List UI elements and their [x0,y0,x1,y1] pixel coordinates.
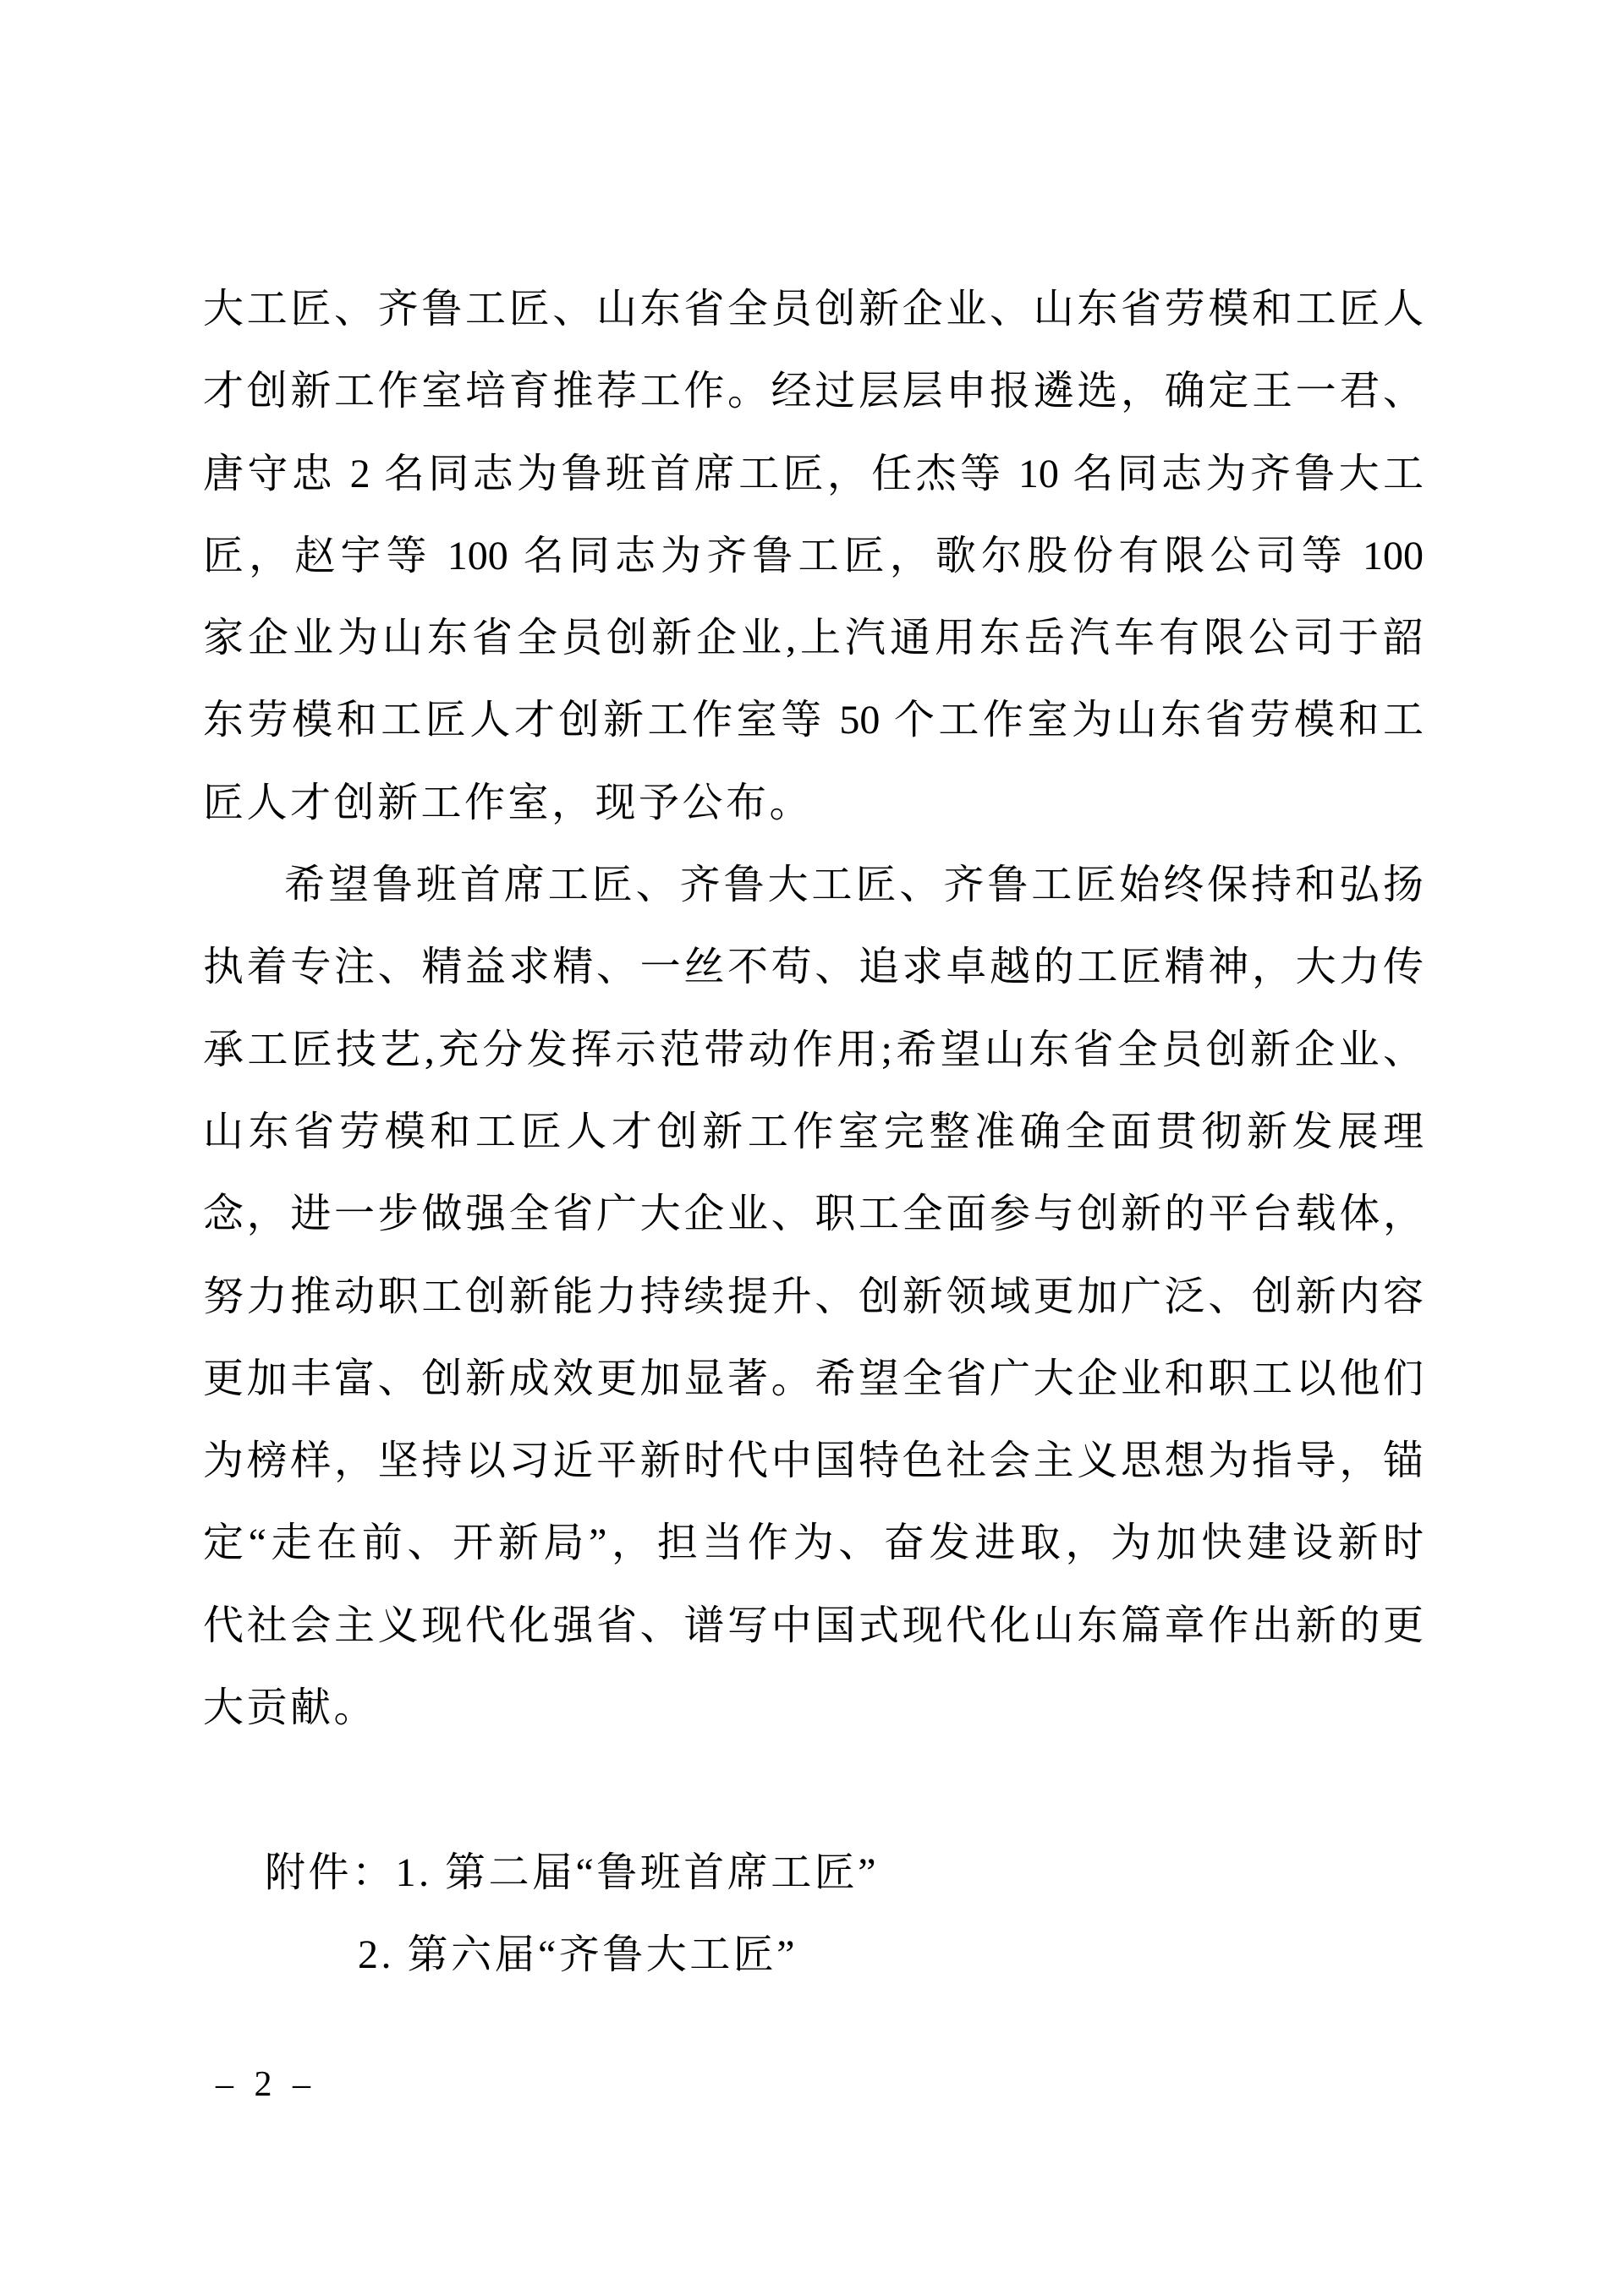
text-line: 匠人才创新工作室，现予公布。 [203,780,814,825]
text-line: 定“走在前、开新局”，担当作为、奋发进取，为加快建设新时 [203,1521,1424,1566]
text-line: 匠，赵宇等 100 名同志为齐鲁工匠，歌尔股份有限公司等 100 [203,533,1424,578]
text-line: 执着专注、精益求精、一丝不苟、追求卓越的工匠精神，大力传 [203,945,1424,990]
text-line: 唐守忠 2 名同志为鲁班首席工匠，任杰等 10 名同志为齐鲁大工 [203,451,1424,496]
blank-line [203,1749,1424,1831]
text-line: 家企业为山东省全员创新企业,上汽通用东岳汽车有限公司于韶 [203,616,1424,661]
text-line: 希望鲁班首席工匠、齐鲁大工匠、齐鲁工匠始终保持和弘扬 [284,863,1424,908]
text-line: 山东省劳模和工匠人才创新工作室完整准确全面贯彻新发展理 [203,1109,1424,1154]
text-line: 代社会主义现代化强省、谱写中国式现代化山东篇章作出新的更 [203,1603,1424,1648]
text-line: 大贡献。 [203,1685,378,1731]
text-line: 才创新工作室培育推荐工作。经过层层申报遴选，确定王一君、 [203,369,1424,414]
text-line: 更加丰富、创新成效更加显著。希望全省广大企业和职工以他们 [203,1356,1424,1401]
text-line: 大工匠、齐鲁工匠、山东省全员创新企业、山东省劳模和工匠人 [203,287,1424,332]
text-line: 附件：1. 第二届“鲁班首席工匠” [265,1849,880,1895]
page-number: – 2 – [216,2065,310,2104]
text-line: 努力推动职工创新能力持续提升、创新领域更加广泛、创新内容 [203,1274,1424,1319]
text-line: 为榜样，坚持以习近平新时代中国特色社会主义思想为指导，锚 [203,1438,1424,1484]
text-line: 2. 第六届“齐鲁大工匠” [358,1932,798,1977]
text-line: 承工匠技艺,充分发挥示范带动作用;希望山东省全员创新企业、 [203,1027,1424,1072]
document-body [203,268,1424,1996]
text-line: 东劳模和工匠人才创新工作室等 50 个工作室为山东省劳模和工 [203,698,1424,743]
text-line: 念，进一步做强全省广大企业、职工全面参与创新的平台载体， [203,1192,1424,1237]
